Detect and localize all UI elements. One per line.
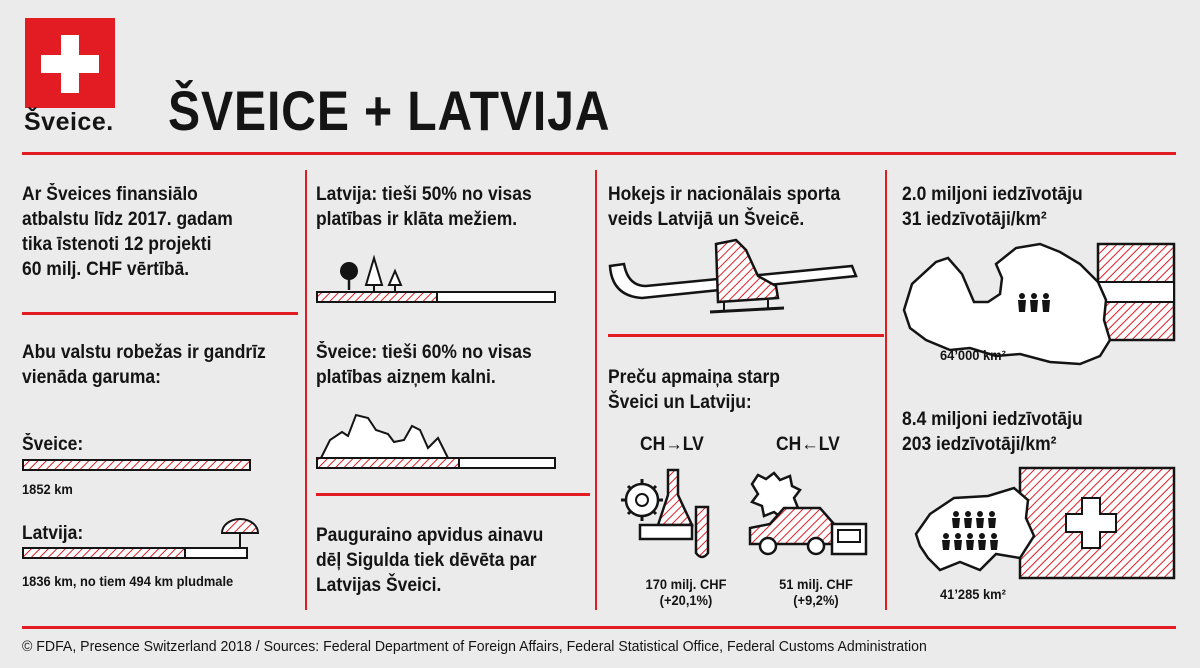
footer-divider — [22, 626, 1176, 629]
column-divider — [305, 170, 307, 610]
mountain-text: Šveice: tieši 60% no visas platības aizņem kalni. — [316, 342, 532, 388]
hockey-text: Hokejs ir nacionālais sporta veids Latvijā un Šveicē. — [608, 184, 841, 230]
section-divider — [608, 334, 884, 337]
switzerland-map — [910, 466, 1180, 586]
import-label: CH←LV — [776, 434, 840, 455]
logo-text: Šveice. — [24, 108, 114, 136]
funding-text: Ar Šveices finansiālo atbalstu līdz 2017. gadam tika īstenoti 12 projekti 60 milj. CHF vērtībā. — [22, 184, 233, 280]
lv-border-label: Latvija: — [22, 523, 84, 544]
ch-border-value: 1852 km — [22, 481, 73, 497]
export-value: 170 milj. CHF (+20,1%) — [645, 576, 727, 608]
header-divider — [22, 152, 1176, 155]
trade-goods-icon — [748, 470, 873, 565]
switzerland-population: 8.4 miljoni iedzīvotāju 203 iedzīvotāji/km² — [902, 409, 1083, 455]
section-divider — [316, 493, 590, 496]
swiss-flag-logo — [25, 18, 115, 108]
latvia-area: 64’000 km² — [940, 347, 1006, 363]
trade-text: Preču apmaiņa starp Šveici un Latviju: — [608, 367, 780, 413]
ch-border-bar — [22, 459, 252, 473]
section-divider — [22, 312, 298, 315]
import-value: 51 milj. CHF (+9,2%) — [779, 576, 853, 608]
umbrella-icon — [222, 519, 258, 548]
switzerland-area: 41’285 km² — [940, 586, 1006, 602]
lv-border-bar — [22, 515, 262, 563]
mountain-icon — [321, 415, 448, 458]
machinery-icon — [620, 465, 730, 565]
ch-border-label: Šveice: — [22, 434, 84, 455]
tree-icon — [340, 258, 401, 291]
footer-credits: © FDFA, Presence Switzerland 2018 / Sources: Federal Department of Foreign Affairs, Federal Statistical Office, Federal Customs Administration — [22, 638, 927, 655]
sigulda-text: Pauguraino apvidus ainavu dēļ Sigulda tiek dēvēta par Latvijas Šveici. — [316, 525, 544, 596]
mountain-bar — [316, 410, 561, 470]
column-divider — [595, 170, 597, 610]
forest-bar — [316, 255, 561, 305]
export-label: CH→LV — [640, 434, 704, 455]
page-title: ŠVEICE + LATVIJA — [168, 79, 611, 142]
lv-border-value: 1836 km, no tiem 494 km pludmale — [22, 573, 234, 589]
forest-text: Latvija: tieši 50% no visas platības ir klāta mežiem. — [316, 184, 532, 230]
people-icon — [1018, 293, 1050, 312]
border-text: Abu valstu robežas ir gandrīz vienāda garuma: — [22, 342, 266, 388]
latvia-population: 2.0 miljoni iedzīvotāju 31 iedzīvotāji/km² — [902, 184, 1083, 230]
hockey-icon — [606, 236, 886, 316]
